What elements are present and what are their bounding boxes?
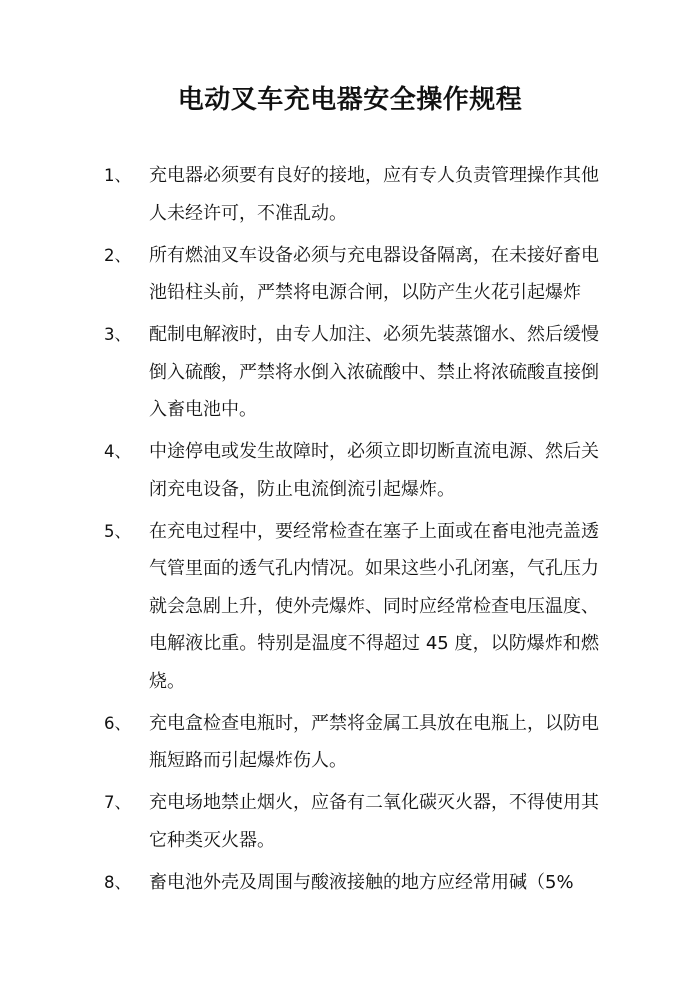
- rule-item-4: [104, 433, 604, 508]
- rule-number: 1、: [104, 166, 131, 185]
- rule-item-2: [104, 237, 604, 312]
- rule-item-5: [104, 513, 604, 701]
- rule-text: 充电盒检查电瓶时，严禁将金属工具放在电瓶上，以防电瓶短路而引起爆炸伤人。: [149, 712, 599, 771]
- document-title: 电动叉车充电器安全操作规程: [177, 85, 523, 115]
- rules-list: [104, 157, 604, 906]
- rule-number: 2、: [104, 245, 131, 265]
- rule-text: 中途停电或发生故障时，必须立即切断直流电源、然后关闭充电设备，防止电流倒流引起爆炸。: [149, 441, 599, 500]
- rule-item-7: [104, 784, 604, 859]
- rule-number: 7、: [104, 793, 131, 812]
- rule-text: 配制电解液时，由专人加注、必须先装蒸馏水、然后缓慢倒入硫酸，严禁将水倒入浓硫酸中、禁止将浓硫酸直接倒入畜电池中。: [149, 324, 599, 420]
- rule-number: 6、: [104, 713, 131, 733]
- rule-item-6: [104, 705, 604, 780]
- rule-number: 5、: [104, 521, 131, 541]
- rule-text: 在充电过程中，要经常检查在塞子上面或在畜电池壳盖透气管里面的透气孔内情况。如果这些小孔闭塞，气孔压力就会急剧上升，使外壳爆炸、同时应经常检查电压温度、电解液比重。特别是温度不得超过 45 度，以防爆炸和燃烧。: [149, 520, 599, 692]
- rule-item-1: [104, 157, 604, 232]
- rule-text: 畜电池外壳及周围与酸液接触的地方应经常用碱（5%: [149, 871, 574, 893]
- rule-number: 4、: [104, 442, 131, 461]
- rule-item-3: [104, 316, 604, 429]
- rule-text: 充电器必须要有良好的接地，应有专人负责管理操作其他人未经许可，不准乱动。: [149, 165, 599, 224]
- rule-item-8: [104, 864, 604, 902]
- rule-text: 充电场地禁止烟火，应备有二氧化碳灭火器，不得使用其它种类灭火器。: [149, 792, 599, 851]
- rule-number: 3、: [104, 325, 131, 344]
- rule-number: 8、: [104, 872, 131, 892]
- rule-text: 所有燃油叉车设备必须与充电器设备隔离，在未接好畜电池铅柱头前，严禁将电源合闸，以防产生火花引起爆炸: [149, 244, 599, 303]
